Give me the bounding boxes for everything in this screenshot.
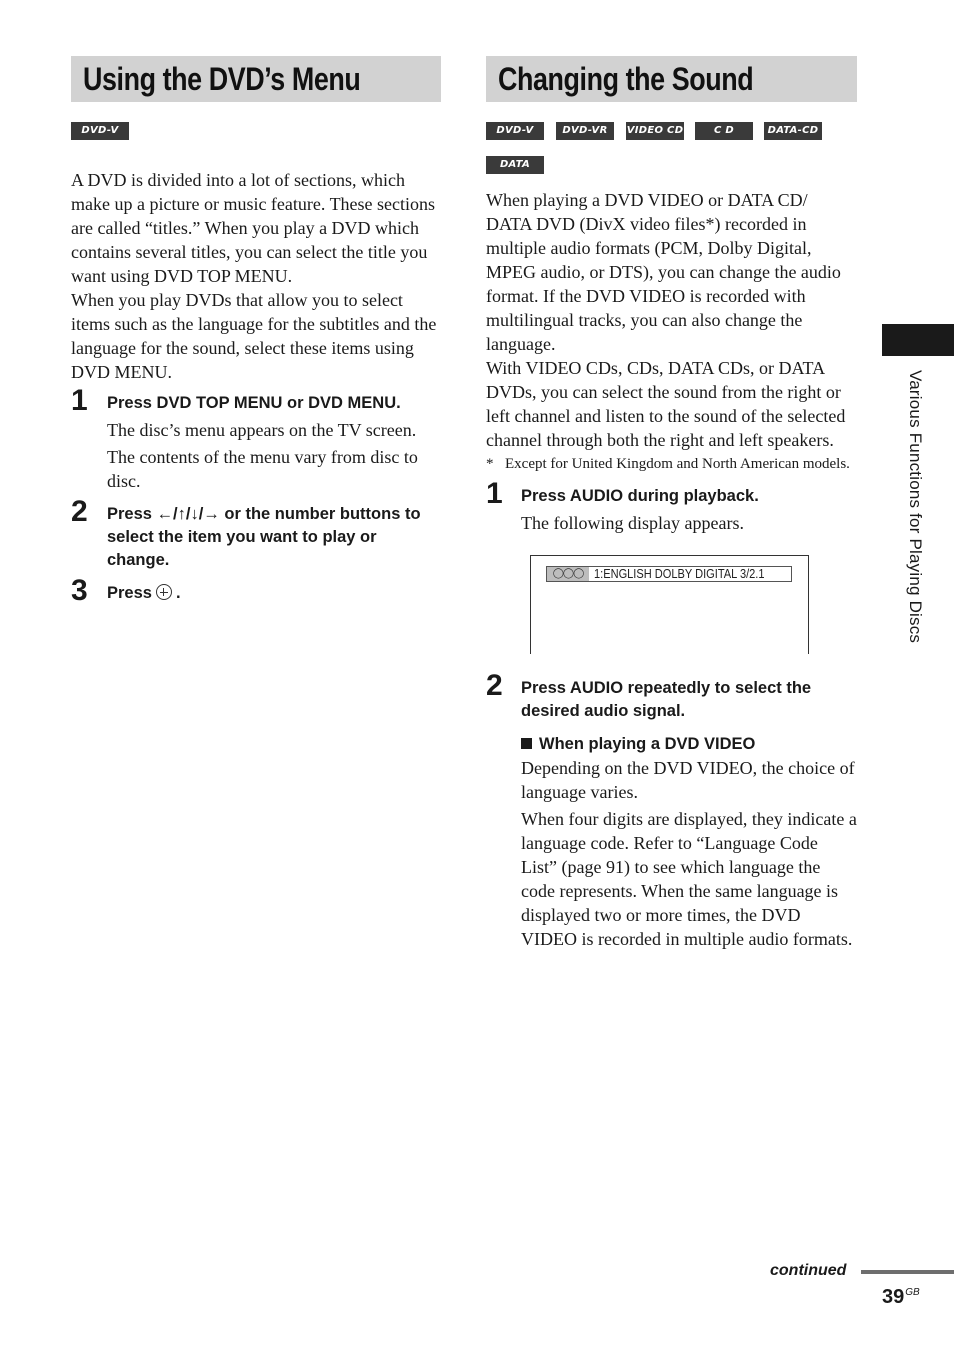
step-instruction: Press AUDIO during playback. (521, 487, 759, 505)
disc-icon: ◯◯◯ (547, 567, 589, 581)
step-number: 2 (486, 669, 503, 702)
step-instruction (107, 582, 441, 605)
section-title: Using the DVD’s Menu (83, 61, 361, 97)
section-title: Changing the Sound (498, 61, 754, 97)
step-period: . (175, 584, 181, 602)
step-instruction: Press AUDIO repeatedly to select the desired audio signal. (521, 679, 812, 720)
badge-video-cd: VIDEO CD (626, 122, 684, 140)
subsection-heading: When playing a DVD VIDEO (521, 733, 857, 756)
intro-paragraph: When playing a DVD VIDEO or DATA CD/ DATA DVD (DivX video files*) recorded in multiple audio formats (PCM, Dolby Digital, MPEG audio, or DTS), you can change the audio format. If the DVD VIDEO is recorded with multilingual tracks, you can also change the language. (486, 190, 841, 354)
chapter-tab-label: Various Functions for Playing Discs (906, 370, 925, 644)
audio-info-text: 1:ENGLISH DOLBY DIGITAL 3/2.1 (594, 566, 765, 581)
intro-paragraph: A DVD is divided into a lot of sections, which make up a picture or music feature. These sections are called “titles.” When you play a DVD which contains several titles, you can select the title you want using DVD TOP MENU. (71, 170, 436, 286)
step-3 (71, 574, 441, 607)
step-instruction: Press DVD TOP MENU or DVD MENU. (107, 394, 401, 412)
subsection-paragraph: When four digits are displayed, they indicate a language code. Refer to “Language Code List” (page 91) to see which language the code represents. When the same language is displayed two or more times, the DVD VIDEO is recorded in multiple audio formats. (521, 809, 857, 949)
left-column (71, 56, 441, 605)
badge-cd: C D (695, 122, 753, 140)
disc-badges (486, 122, 857, 188)
badge-data-cd: DATA-CD (764, 122, 822, 140)
subsection-paragraph: Depending on the DVD VIDEO, the choice of language varies. (521, 758, 855, 802)
chapter-tab (882, 324, 954, 356)
section-banner (486, 56, 857, 102)
step-number: 1 (71, 384, 88, 417)
disc-badges (71, 122, 441, 142)
audio-info-bar (546, 566, 792, 582)
square-bullet-icon (521, 738, 532, 749)
section-banner (71, 56, 441, 102)
step-1 (486, 477, 857, 535)
step-2 (71, 495, 441, 572)
continued-rule (861, 1270, 954, 1274)
tv-display-illustration (530, 555, 809, 654)
step-detail: The following display appears. (521, 513, 744, 533)
step-instruction: Press ←/↑/↓/→ or the number buttons to select the item you want to play or change. (107, 505, 421, 569)
intro-paragraph: With VIDEO CDs, CDs, DATA CDs, or DATA DVDs, you can select the sound from the right or left channel and listen to the sound of the selected channel through both the right and left speakers. (486, 358, 846, 450)
step-detail: The contents of the menu vary from disc to disc. (107, 447, 418, 491)
intro-paragraph: When you play DVDs that allow you to select items such as the language for the subtitles and the language for the sound, select these items using DVD MENU. (71, 290, 437, 382)
enter-button-icon (156, 584, 172, 600)
footnote-text: Except for United Kingdom and North American models. (505, 456, 850, 472)
step-2 (486, 669, 857, 951)
badge-dvd-v: DVD-V (486, 122, 544, 140)
footnote (486, 454, 857, 475)
step-number: 2 (71, 495, 88, 528)
step-number: 1 (486, 477, 503, 510)
step-number: 3 (71, 574, 88, 607)
badge-dvd-vr: DVD-VR (556, 122, 614, 140)
continued-label: continued (770, 1262, 847, 1279)
page-number: $39^{GB}$ (882, 1286, 920, 1308)
display-illustration-wrapper (486, 555, 857, 653)
step-detail: The disc’s menu appears on the TV screen. (107, 420, 417, 440)
right-column (486, 56, 857, 951)
badge-data-dvd: DATA DVD (486, 156, 544, 174)
step-press-label: Press (107, 584, 152, 602)
step-1 (71, 384, 441, 493)
badge-dvd-v: DVD-V (71, 122, 129, 140)
footnote-mark: * (486, 456, 494, 472)
